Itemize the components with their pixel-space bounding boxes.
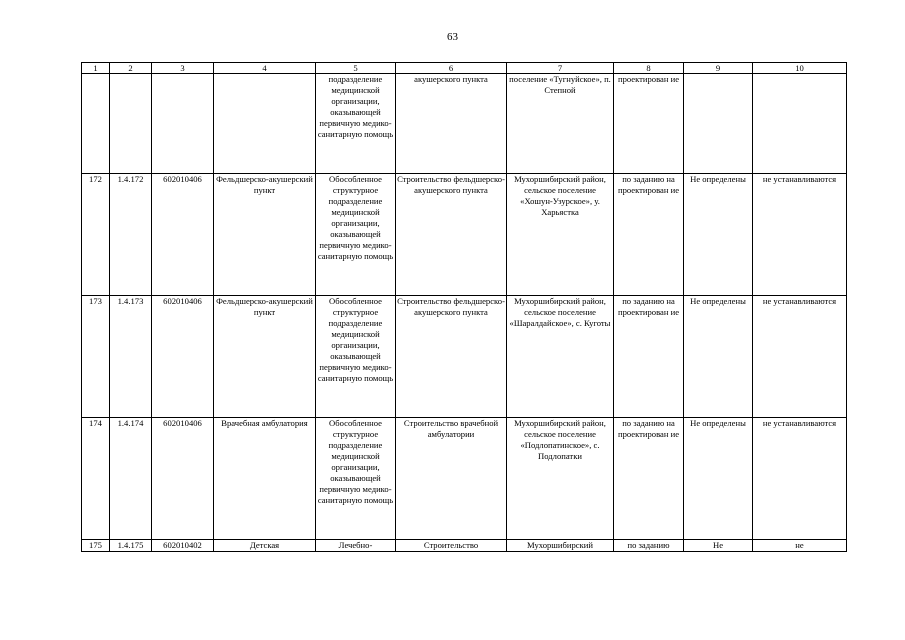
cell-object-type: Лечебно- (316, 540, 396, 552)
table-row-continued (82, 74, 847, 174)
cell-object-type: Обособленное структурное подразделение медицинской организации, оказывающей первичную медико-санитарную помощь (316, 418, 396, 540)
cell-classifier-code: 602010402 (152, 540, 214, 552)
cell-location: Мухоршибирский район, сельское поселение «Шаралдайское», с. Куготы (507, 296, 614, 418)
cell-zones: не (753, 540, 847, 552)
cell-number (82, 74, 110, 174)
cell-purpose: Строительство фельдшерско-акушерского пункта (396, 174, 507, 296)
column-header: 7 (507, 63, 614, 74)
cell-code: 1.4.175 (110, 540, 152, 552)
cell-number: 172 (82, 174, 110, 296)
cell-code: 1.4.172 (110, 174, 152, 296)
cell-object-type: Обособленное структурное подразделение медицинской организации, оказывающей первичную медико-санитарную помощь (316, 174, 396, 296)
table-row (82, 174, 847, 296)
cell-purpose: акушерского пункта (396, 74, 507, 174)
cell-status: по заданию (614, 540, 684, 552)
page-number: 63 (447, 31, 458, 43)
cell-object-name: Фельдшерско-акушерский пункт (214, 296, 316, 418)
column-header: 6 (396, 63, 507, 74)
cell-purpose: Строительство (396, 540, 507, 552)
column-header: 2 (110, 63, 152, 74)
column-header: 4 (214, 63, 316, 74)
cell-characteristics (684, 74, 753, 174)
cell-characteristics: Не (684, 540, 753, 552)
cell-object-name (214, 74, 316, 174)
cell-object-type: подразделение медицинской организации, оказывающей первичную медико-санитарную помощь (316, 74, 396, 174)
column-header: 8 (614, 63, 684, 74)
cell-location: поселение «Тугнуйское», п. Степной (507, 74, 614, 174)
cell-zones: не устанавливаются (753, 174, 847, 296)
cell-zones: не устанавливаются (753, 418, 847, 540)
cell-status: по заданию на проектирован ие (614, 418, 684, 540)
cell-status: проектирован ие (614, 74, 684, 174)
cell-number: 175 (82, 540, 110, 552)
cell-location: Мухоршибирский район, сельское поселение «Хошун-Узурское», у. Харьястка (507, 174, 614, 296)
planned-objects-table (81, 62, 847, 552)
cell-number: 173 (82, 296, 110, 418)
cell-location: Мухоршибирский район, сельское поселение «Подлопатинское», с. Подлопатки (507, 418, 614, 540)
cell-classifier-code: 602010406 (152, 418, 214, 540)
cell-object-name: Детская (214, 540, 316, 552)
cell-number: 174 (82, 418, 110, 540)
cell-code: 1.4.173 (110, 296, 152, 418)
cell-object-name: Врачебная амбулатория (214, 418, 316, 540)
cell-classifier-code: 602010406 (152, 296, 214, 418)
cell-location: Мухоршибирский (507, 540, 614, 552)
cell-code: 1.4.174 (110, 418, 152, 540)
cell-object-type: Обособленное структурное подразделение медицинской организации, оказывающей первичную медико-санитарную помощь (316, 296, 396, 418)
cell-object-name: Фельдшерско-акушерский пункт (214, 174, 316, 296)
table-row-partial (82, 540, 847, 552)
cell-classifier-code: 602010406 (152, 174, 214, 296)
cell-status: по заданию на проектирован ие (614, 174, 684, 296)
table-row (82, 418, 847, 540)
cell-characteristics: Не определены (684, 296, 753, 418)
column-header: 1 (82, 63, 110, 74)
column-header: 10 (753, 63, 847, 74)
column-number-row (82, 63, 847, 74)
cell-classifier-code (152, 74, 214, 174)
cell-characteristics: Не определены (684, 174, 753, 296)
cell-purpose: Строительство врачебной амбулатории (396, 418, 507, 540)
column-header: 9 (684, 63, 753, 74)
cell-characteristics: Не определены (684, 418, 753, 540)
cell-zones: не устанавливаются (753, 296, 847, 418)
column-header: 5 (316, 63, 396, 74)
cell-code (110, 74, 152, 174)
cell-status: по заданию на проектирован ие (614, 296, 684, 418)
cell-purpose: Строительство фельдшерско-акушерского пункта (396, 296, 507, 418)
cell-zones (753, 74, 847, 174)
table-row (82, 296, 847, 418)
column-header: 3 (152, 63, 214, 74)
